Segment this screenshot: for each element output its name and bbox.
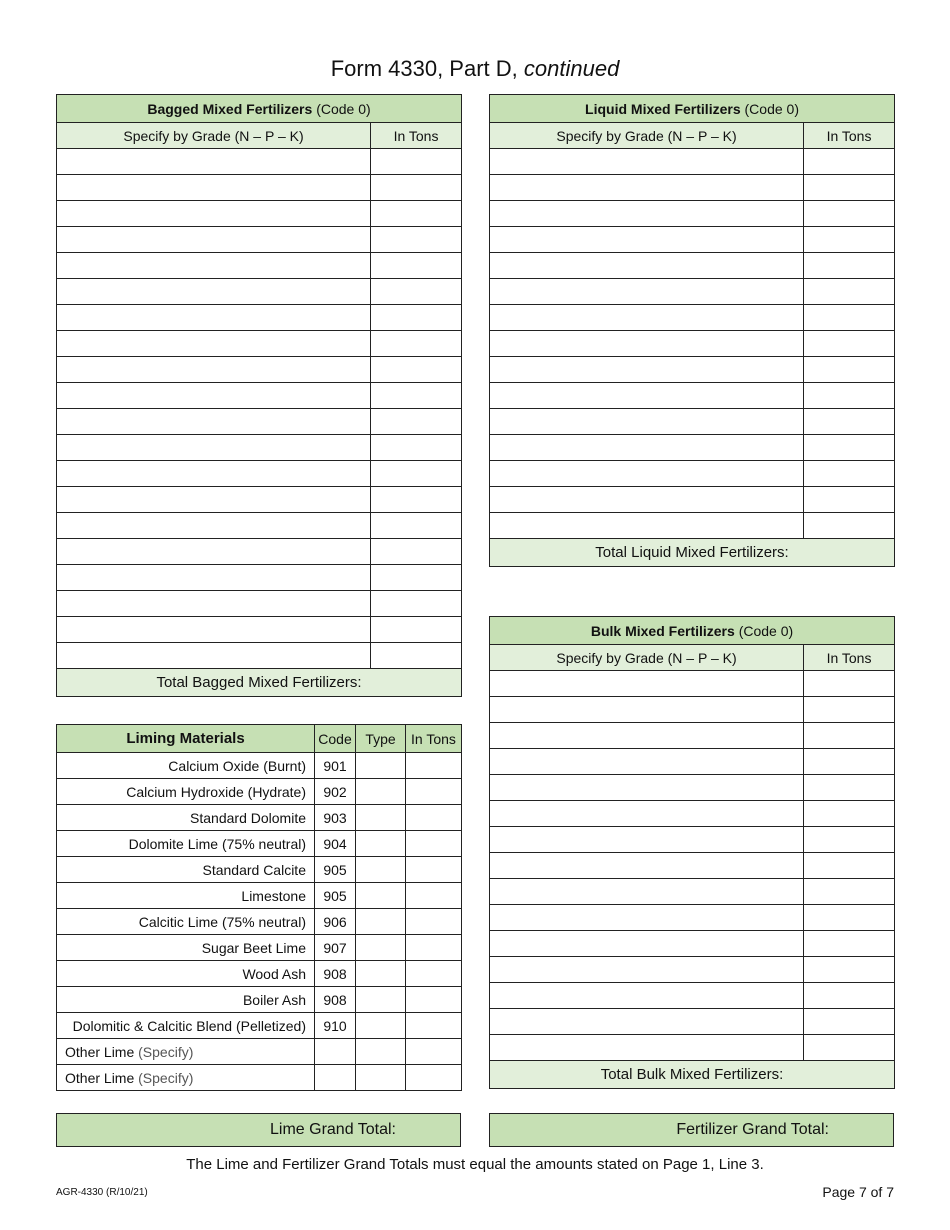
liquid-row (490, 409, 895, 435)
bagged-grade-cell[interactable] (57, 201, 371, 227)
bagged-tons-cell[interactable] (371, 643, 462, 669)
liquid-grade-cell[interactable] (490, 227, 804, 253)
liquid-grade-cell[interactable] (490, 305, 804, 331)
liming-material-code: 905 (315, 857, 356, 883)
liming-type-cell[interactable] (356, 935, 406, 961)
bulk-row (490, 1009, 895, 1035)
liming-tons-cell[interactable] (406, 805, 462, 831)
liquid-row (490, 331, 895, 357)
liquid-tons-cell[interactable] (804, 383, 895, 409)
bagged-tons-cell[interactable] (371, 279, 462, 305)
other-lime-cell[interactable] (57, 1039, 315, 1065)
bulk-row (490, 931, 895, 957)
bulk-row (490, 879, 895, 905)
liming-material-name: Boiler Ash (57, 987, 315, 1013)
bagged-grade-cell[interactable] (57, 149, 371, 175)
liming-material-name: Wood Ash (57, 961, 315, 987)
bagged-row (57, 201, 462, 227)
other-lime-cell[interactable] (57, 1065, 315, 1091)
bagged-grade-cell[interactable] (57, 565, 371, 591)
liming-material-name: Standard Dolomite (57, 805, 315, 831)
bulk-grade-column: Specify by Grade (N – P – K) (490, 645, 804, 671)
bulk-tons-cell[interactable] (804, 723, 895, 749)
other-lime-type-cell[interactable] (356, 1039, 406, 1065)
bulk-row (490, 1035, 895, 1061)
liming-material-name: Limestone (57, 883, 315, 909)
bagged-row (57, 591, 462, 617)
bulk-grade-cell[interactable] (490, 905, 804, 931)
liquid-tons-cell[interactable] (804, 435, 895, 461)
liming-tons-cell[interactable] (406, 883, 462, 909)
bulk-row (490, 749, 895, 775)
lime-grand-total (56, 1113, 461, 1147)
bagged-tons-cell[interactable] (371, 409, 462, 435)
bulk-grade-cell[interactable] (490, 879, 804, 905)
bagged-row (57, 409, 462, 435)
liming-material-code: 910 (315, 1013, 356, 1039)
bagged-grade-cell[interactable] (57, 279, 371, 305)
bulk-grade-cell[interactable] (490, 801, 804, 827)
bagged-tons-cell[interactable] (371, 461, 462, 487)
bagged-row (57, 513, 462, 539)
bulk-row (490, 957, 895, 983)
liming-material-name: Calcium Hydroxide (Hydrate) (57, 779, 315, 805)
liming-type-cell[interactable] (356, 883, 406, 909)
liquid-tons-cell[interactable] (804, 461, 895, 487)
liquid-row (490, 383, 895, 409)
bagged-grade-cell[interactable] (57, 175, 371, 201)
fertilizer-grand-total-label: Fertilizer Grand Total: (676, 1121, 829, 1138)
page-title-continued: continued (523, 56, 620, 81)
bulk-total-label: Total Bulk Mixed Fertilizers: (490, 1061, 895, 1089)
bulk-tons-cell[interactable] (804, 931, 895, 957)
bagged-tons-cell[interactable] (371, 383, 462, 409)
bagged-grade-cell[interactable] (57, 357, 371, 383)
liquid-entry-rows (490, 149, 895, 539)
bagged-row (57, 175, 462, 201)
bagged-grade-cell[interactable] (57, 591, 371, 617)
bagged-total-label: Total Bagged Mixed Fertilizers: (57, 669, 462, 697)
bulk-tons-cell[interactable] (804, 671, 895, 697)
bagged-grade-cell[interactable] (57, 461, 371, 487)
bulk-tons-cell[interactable] (804, 879, 895, 905)
liming-tons-header: In Tons (406, 725, 462, 753)
liquid-row (490, 201, 895, 227)
liming-type-cell[interactable] (356, 805, 406, 831)
bagged-grade-cell[interactable] (57, 305, 371, 331)
bulk-entry-rows (490, 671, 895, 1061)
bagged-grade-cell[interactable] (57, 643, 371, 669)
liquid-grade-cell[interactable] (490, 201, 804, 227)
bagged-row (57, 461, 462, 487)
liquid-tons-cell[interactable] (804, 305, 895, 331)
liquid-tons-cell[interactable] (804, 253, 895, 279)
liquid-grade-cell[interactable] (490, 461, 804, 487)
bagged-row (57, 227, 462, 253)
liquid-total-label: Total Liquid Mixed Fertilizers: (490, 539, 895, 567)
liquid-tons-cell[interactable] (804, 201, 895, 227)
liquid-grade-cell[interactable] (490, 175, 804, 201)
bulk-grade-cell[interactable] (490, 775, 804, 801)
bulk-tons-cell[interactable] (804, 853, 895, 879)
other-lime-type-cell[interactable] (356, 1065, 406, 1091)
other-lime-code-cell[interactable] (315, 1065, 356, 1091)
bagged-grade-cell[interactable] (57, 331, 371, 357)
bulk-grade-cell[interactable] (490, 671, 804, 697)
other-lime-rows (57, 1039, 462, 1091)
bagged-tons-column: In Tons (371, 123, 462, 149)
bagged-tons-cell[interactable] (371, 513, 462, 539)
bagged-grade-column: Specify by Grade (N – P – K) (57, 123, 371, 149)
bulk-row (490, 983, 895, 1009)
liquid-grade-cell[interactable] (490, 279, 804, 305)
liming-material-code: 907 (315, 935, 356, 961)
liquid-grade-cell[interactable] (490, 383, 804, 409)
liquid-tons-cell[interactable] (804, 487, 895, 513)
bulk-grade-cell[interactable] (490, 723, 804, 749)
bagged-tons-cell[interactable] (371, 149, 462, 175)
bagged-row (57, 149, 462, 175)
bulk-tons-cell[interactable] (804, 801, 895, 827)
other-lime-tons-cell[interactable] (406, 1065, 462, 1091)
bagged-fertilizers-table (56, 94, 462, 697)
liquid-grade-cell[interactable] (490, 409, 804, 435)
liming-type-cell[interactable] (356, 1013, 406, 1039)
bagged-tons-cell[interactable] (371, 435, 462, 461)
liquid-grade-cell[interactable] (490, 149, 804, 175)
liming-material-name: Calcitic Lime (75% neutral) (57, 909, 315, 935)
bagged-row (57, 279, 462, 305)
bulk-title: Bulk Mixed Fertilizers (590, 622, 735, 639)
bulk-grade-cell[interactable] (490, 931, 804, 957)
bagged-row (57, 253, 462, 279)
liquid-row (490, 175, 895, 201)
bagged-tons-cell[interactable] (371, 617, 462, 643)
bulk-tons-cell[interactable] (804, 827, 895, 853)
liming-type-cell[interactable] (356, 779, 406, 805)
bagged-tons-cell[interactable] (371, 253, 462, 279)
liming-tons-cell[interactable] (406, 779, 462, 805)
bulk-grade-cell[interactable] (490, 853, 804, 879)
liquid-tons-cell[interactable] (804, 357, 895, 383)
bulk-grade-cell[interactable] (490, 957, 804, 983)
bagged-grade-cell[interactable] (57, 409, 371, 435)
bagged-header (57, 95, 462, 123)
bulk-row (490, 775, 895, 801)
liming-type-header: Type (356, 725, 406, 753)
liming-type-cell[interactable] (356, 961, 406, 987)
liquid-grade-cell[interactable] (490, 513, 804, 539)
liquid-grade-cell[interactable] (490, 357, 804, 383)
bulk-tons-cell[interactable] (804, 983, 895, 1009)
liming-tons-cell[interactable] (406, 961, 462, 987)
liquid-tons-cell[interactable] (804, 149, 895, 175)
bulk-row (490, 827, 895, 853)
liquid-row (490, 305, 895, 331)
liming-material-code: 901 (315, 753, 356, 779)
bagged-tons-cell[interactable] (371, 357, 462, 383)
liquid-row (490, 513, 895, 539)
liquid-tons-cell[interactable] (804, 331, 895, 357)
liming-row (57, 987, 462, 1013)
bulk-tons-cell[interactable] (804, 1035, 895, 1061)
liming-row (57, 1013, 462, 1039)
liquid-grade-cell[interactable] (490, 435, 804, 461)
liming-material-code: 902 (315, 779, 356, 805)
bagged-row (57, 357, 462, 383)
grand-totals-note: The Lime and Fertilizer Grand Totals must equal the amounts stated on Page 1, Line 3. (186, 1156, 764, 1173)
liming-material-code: 904 (315, 831, 356, 857)
liming-row (57, 779, 462, 805)
bulk-grade-cell[interactable] (490, 1035, 804, 1061)
bagged-tons-cell[interactable] (371, 331, 462, 357)
page-title (0, 56, 950, 82)
liming-material-code: 908 (315, 961, 356, 987)
liming-row (57, 961, 462, 987)
bagged-grade-cell[interactable] (57, 487, 371, 513)
liming-materials-header: Liming Materials (57, 725, 315, 753)
other-lime-row (57, 1065, 462, 1091)
bagged-row (57, 617, 462, 643)
liming-material-name: Calcium Oxide (Burnt) (57, 753, 315, 779)
other-lime-hint: (Specify) (138, 1069, 194, 1086)
bulk-header (490, 617, 895, 645)
liquid-row (490, 435, 895, 461)
liming-tons-cell[interactable] (406, 831, 462, 857)
liming-tons-cell[interactable] (406, 909, 462, 935)
page-title-main: Form 4330, Part D, (330, 56, 518, 81)
bagged-tons-cell[interactable] (371, 175, 462, 201)
liming-material-name: Standard Calcite (57, 857, 315, 883)
liquid-fertilizers-table (489, 94, 895, 567)
liquid-grade-cell[interactable] (490, 253, 804, 279)
liquid-row (490, 149, 895, 175)
bagged-tons-cell[interactable] (371, 201, 462, 227)
bagged-row (57, 565, 462, 591)
bagged-tons-cell[interactable] (371, 565, 462, 591)
form-id: AGR-4330 (R/10/21) (56, 1187, 148, 1198)
liming-material-code: 905 (315, 883, 356, 909)
bulk-row (490, 853, 895, 879)
liquid-row (490, 227, 895, 253)
bulk-row (490, 671, 895, 697)
bagged-row (57, 643, 462, 669)
bulk-grade-cell[interactable] (490, 827, 804, 853)
bulk-row (490, 801, 895, 827)
liquid-tons-cell[interactable] (804, 227, 895, 253)
liming-code-header: Code (315, 725, 356, 753)
bulk-tons-cell[interactable] (804, 957, 895, 983)
bagged-grade-cell[interactable] (57, 513, 371, 539)
bagged-tons-cell[interactable] (371, 539, 462, 565)
bagged-row (57, 383, 462, 409)
bagged-code: (Code 0) (316, 100, 371, 117)
liquid-title: Liquid Mixed Fertilizers (585, 100, 741, 117)
liquid-row (490, 279, 895, 305)
liming-row (57, 857, 462, 883)
bulk-tons-cell[interactable] (804, 749, 895, 775)
bulk-grade-cell[interactable] (490, 697, 804, 723)
liming-tons-cell[interactable] (406, 857, 462, 883)
liming-row (57, 831, 462, 857)
bagged-tons-cell[interactable] (371, 487, 462, 513)
other-lime-label: Other Lime (65, 1069, 135, 1086)
liming-type-cell[interactable] (356, 909, 406, 935)
bulk-grade-cell[interactable] (490, 749, 804, 775)
liming-type-cell[interactable] (356, 831, 406, 857)
bagged-grade-cell[interactable] (57, 227, 371, 253)
liquid-tons-cell[interactable] (804, 409, 895, 435)
bulk-fertilizers-table (489, 616, 895, 1089)
liquid-tons-column: In Tons (804, 123, 895, 149)
bulk-tons-cell[interactable] (804, 697, 895, 723)
liming-material-name: Dolomitic & Calcitic Blend (Pelletized) (57, 1013, 315, 1039)
bagged-row (57, 331, 462, 357)
bulk-grade-cell[interactable] (490, 983, 804, 1009)
bagged-grade-cell[interactable] (57, 435, 371, 461)
bulk-row (490, 905, 895, 931)
bulk-code: (Code 0) (738, 622, 794, 639)
liming-material-code: 908 (315, 987, 356, 1013)
liquid-grade-column: Specify by Grade (N – P – K) (490, 123, 804, 149)
bagged-tons-cell[interactable] (371, 305, 462, 331)
bulk-grade-cell[interactable] (490, 1009, 804, 1035)
bulk-tons-cell[interactable] (804, 905, 895, 931)
liming-tons-cell[interactable] (406, 935, 462, 961)
liquid-grade-cell[interactable] (490, 331, 804, 357)
liming-material-code: 906 (315, 909, 356, 935)
fertilizer-grand-total (489, 1113, 894, 1147)
liming-tons-cell[interactable] (406, 987, 462, 1013)
liming-material-name: Sugar Beet Lime (57, 935, 315, 961)
bagged-grade-cell[interactable] (57, 539, 371, 565)
liming-type-cell[interactable] (356, 987, 406, 1013)
liming-row (57, 753, 462, 779)
bulk-tons-column: In Tons (804, 645, 895, 671)
bagged-grade-cell[interactable] (57, 617, 371, 643)
bagged-row (57, 435, 462, 461)
liming-row (57, 909, 462, 935)
liquid-row (490, 461, 895, 487)
other-lime-code-cell[interactable] (315, 1039, 356, 1065)
bagged-row (57, 539, 462, 565)
liquid-header (490, 95, 895, 123)
liquid-grade-cell[interactable] (490, 487, 804, 513)
liming-type-cell[interactable] (356, 857, 406, 883)
liquid-code: (Code 0) (744, 100, 799, 117)
liquid-row (490, 487, 895, 513)
liquid-tons-cell[interactable] (804, 175, 895, 201)
liming-row (57, 883, 462, 909)
liming-row (57, 935, 462, 961)
other-lime-hint: (Specify) (138, 1043, 194, 1060)
liming-tons-cell[interactable] (406, 1013, 462, 1039)
bulk-row (490, 697, 895, 723)
liming-material-name: Dolomite Lime (75% neutral) (57, 831, 315, 857)
bagged-grade-cell[interactable] (57, 253, 371, 279)
lime-grand-total-label: Lime Grand Total: (270, 1121, 396, 1138)
bagged-entry-rows (57, 149, 462, 669)
liming-materials-table (56, 724, 462, 1091)
bagged-grade-cell[interactable] (57, 383, 371, 409)
other-lime-tons-cell[interactable] (406, 1039, 462, 1065)
bagged-row (57, 487, 462, 513)
liming-rows (57, 753, 462, 1039)
bulk-tons-cell[interactable] (804, 775, 895, 801)
bagged-tons-cell[interactable] (371, 591, 462, 617)
bagged-row (57, 305, 462, 331)
liming-tons-cell[interactable] (406, 753, 462, 779)
liquid-row (490, 357, 895, 383)
liming-row (57, 805, 462, 831)
bagged-title: Bagged Mixed Fertilizers (147, 100, 313, 117)
liming-material-code: 903 (315, 805, 356, 831)
page-number: Page 7 of 7 (822, 1184, 894, 1200)
bulk-row (490, 723, 895, 749)
liquid-tons-cell[interactable] (804, 279, 895, 305)
liming-type-cell[interactable] (356, 753, 406, 779)
other-lime-row (57, 1039, 462, 1065)
liquid-row (490, 253, 895, 279)
bulk-tons-cell[interactable] (804, 1009, 895, 1035)
bagged-tons-cell[interactable] (371, 227, 462, 253)
other-lime-label: Other Lime (65, 1043, 135, 1060)
liquid-tons-cell[interactable] (804, 513, 895, 539)
